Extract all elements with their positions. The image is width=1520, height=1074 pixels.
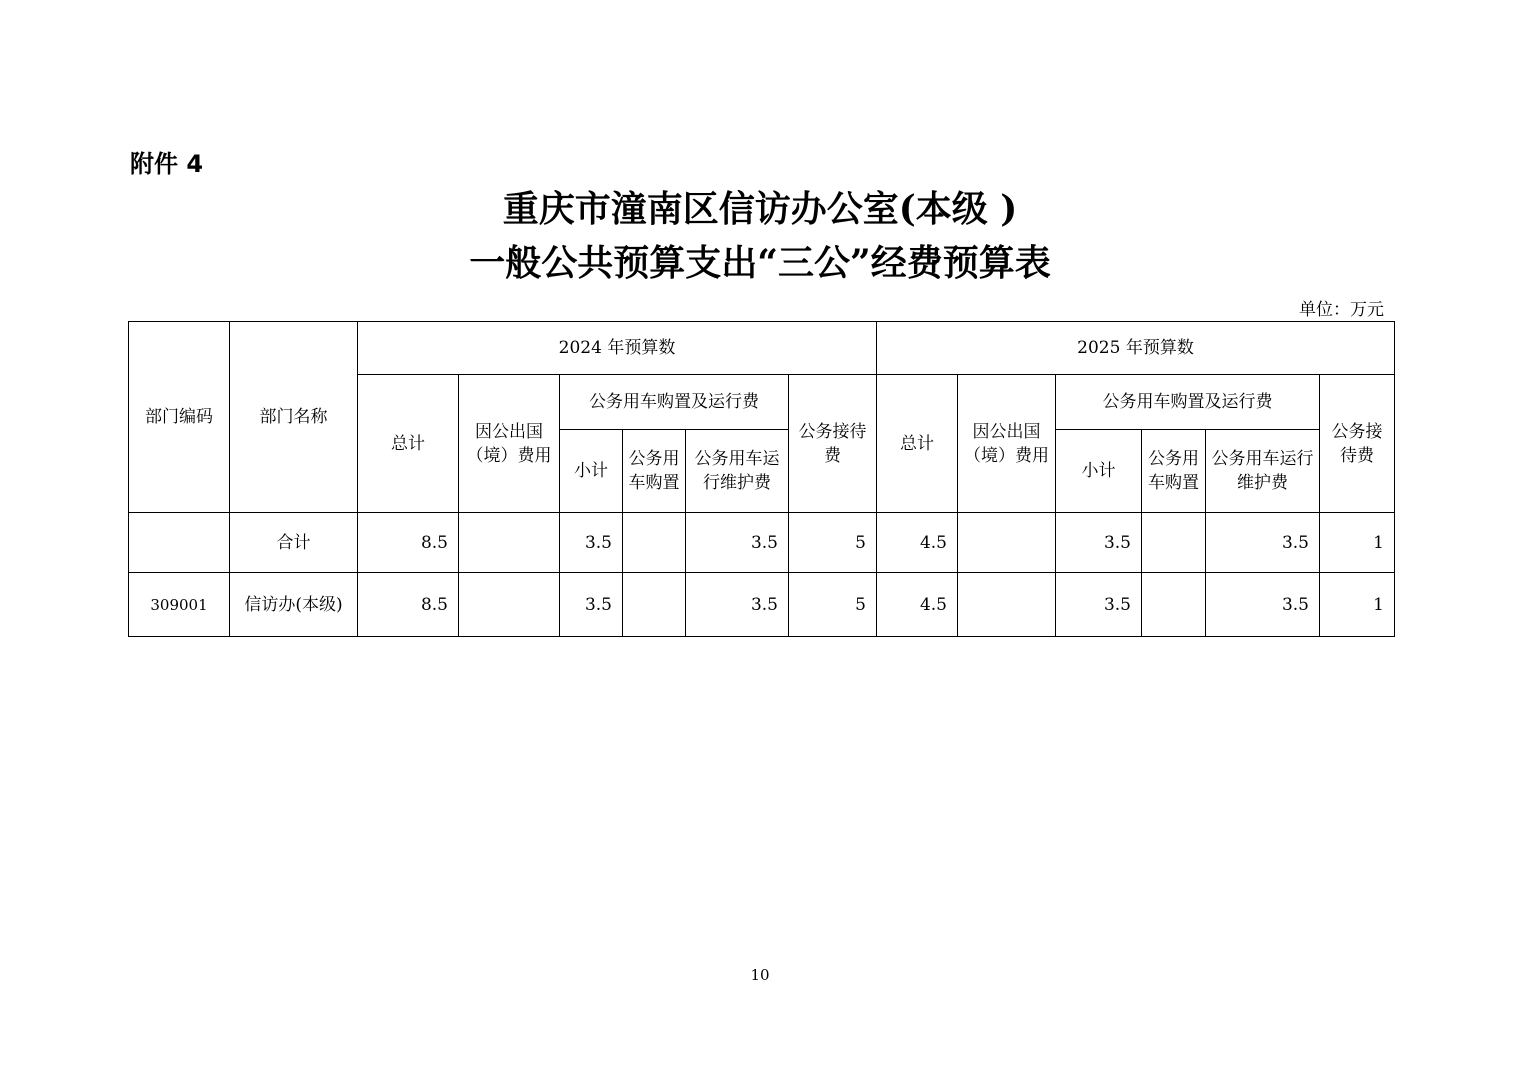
- header-vehicle-2025: 公务用车购置及运行费: [1056, 375, 1320, 430]
- cell-total-2024: 8.5: [358, 513, 459, 573]
- header-total-2024: 总计: [358, 375, 459, 513]
- cell-purchase-2025: [1142, 573, 1206, 637]
- cell-subtotal-2024: 3.5: [560, 513, 623, 573]
- cell-abroad-2025: [958, 573, 1056, 637]
- header-maintenance-2024: 公务用车运行维护费: [686, 430, 789, 513]
- cell-purchase-2025: [1142, 513, 1206, 573]
- header-vehicle-2024: 公务用车购置及运行费: [560, 375, 789, 430]
- cell-reception-2024: 5: [789, 513, 877, 573]
- cell-reception-2025: 1: [1320, 513, 1395, 573]
- cell-purchase-2024: [623, 513, 686, 573]
- cell-abroad-2024: [459, 573, 560, 637]
- header-reception-2025: 公务接待费: [1320, 375, 1395, 513]
- header-subtotal-2025: 小计: [1056, 430, 1142, 513]
- cell-reception-2025: 1: [1320, 573, 1395, 637]
- cell-name: 信访办(本级): [230, 573, 358, 637]
- cell-total-2025: 4.5: [877, 513, 958, 573]
- table-row-dept: [129, 573, 1395, 637]
- cell-code: [129, 513, 230, 573]
- header-purchase-2025: 公务用车购置: [1142, 430, 1206, 513]
- title-line-2: 一般公共预算支出“三公”经费预算表: [469, 242, 1051, 284]
- header-row-1: [129, 322, 1395, 375]
- cell-maintenance-2025: 3.5: [1206, 513, 1320, 573]
- cell-reception-2024: 5: [789, 573, 877, 637]
- header-reception-2024: 公务接待费: [789, 375, 877, 513]
- cell-maintenance-2024: 3.5: [686, 573, 789, 637]
- title-line-1: 重庆市潼南区信访办公室(本级 ): [502, 188, 1018, 230]
- header-purchase-2024: 公务用车购置: [623, 430, 686, 513]
- header-subtotal-2024: 小计: [560, 430, 623, 513]
- page-number: 10: [750, 966, 770, 984]
- cell-purchase-2024: [623, 573, 686, 637]
- cell-subtotal-2025: 3.5: [1056, 513, 1142, 573]
- cell-name: 合计: [230, 513, 358, 573]
- cell-maintenance-2025: 3.5: [1206, 573, 1320, 637]
- budget-table: [128, 321, 1395, 637]
- header-abroad-2025: 因公出国（境）费用: [958, 375, 1056, 513]
- unit-label: 单位：万元: [1299, 300, 1384, 320]
- header-total-2025: 总计: [877, 375, 958, 513]
- table-row-total: [129, 513, 1395, 573]
- header-dept-name: 部门名称: [230, 322, 358, 513]
- cell-code: 309001: [129, 573, 230, 637]
- header-year-2025: 2025 年预算数: [877, 322, 1395, 375]
- header-year-2024: 2024 年预算数: [358, 322, 877, 375]
- header-dept-code: 部门编码: [129, 322, 230, 513]
- header-abroad-2024: 因公出国（境）费用: [459, 375, 560, 513]
- cell-maintenance-2024: 3.5: [686, 513, 789, 573]
- cell-abroad-2024: [459, 513, 560, 573]
- attachment-label: 附件 4: [130, 150, 204, 178]
- cell-subtotal-2025: 3.5: [1056, 573, 1142, 637]
- cell-total-2025: 4.5: [877, 573, 958, 637]
- cell-total-2024: 8.5: [358, 573, 459, 637]
- header-maintenance-2025: 公务用车运行维护费: [1206, 430, 1320, 513]
- cell-abroad-2025: [958, 513, 1056, 573]
- cell-subtotal-2024: 3.5: [560, 573, 623, 637]
